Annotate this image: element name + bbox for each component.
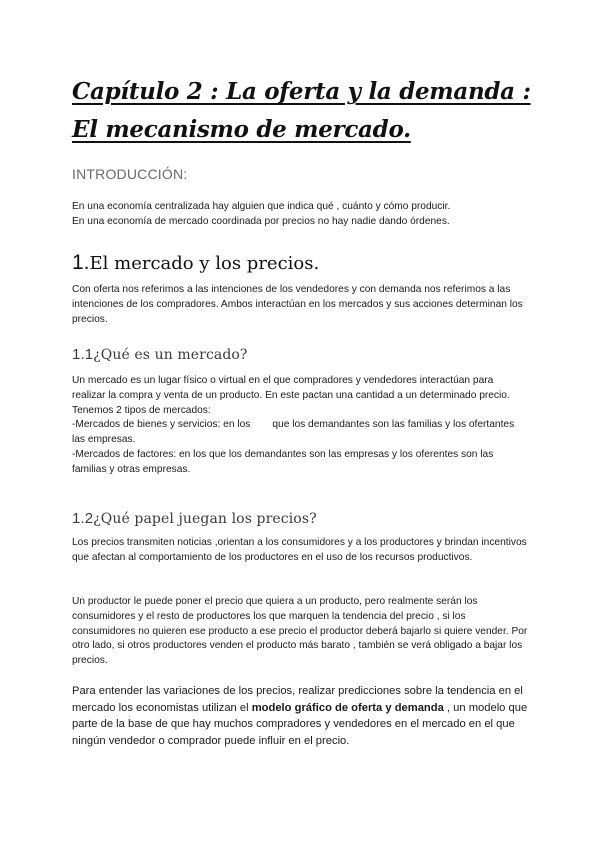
model-text (72, 683, 528, 749)
model-text-bold: modelo gráfico de oferta y demanda (251, 701, 444, 714)
section-1-2-paragraph-2 (72, 595, 528, 669)
market-types-intro: Tenemos 2 tipos de mercados: (72, 404, 211, 416)
section-1-heading (72, 251, 319, 275)
market-type-goods-b: que los demandantes son las familias y los ofertantes las empresas. (72, 419, 515, 446)
model-text-a: Para entender las variaciones de los precios, realizar predicciones sobre la tendencia en el mercado los economistas utilizan el (72, 685, 523, 714)
market-type-goods-a: -Mercados de bienes y servicios: en los (72, 419, 251, 431)
section-1-2-title: ¿Qué papel juegan los precios? (93, 511, 317, 527)
section-1-1-heading (72, 346, 248, 363)
section-1-2-paragraph-1 (72, 536, 528, 566)
section-1-2-number: 1.2 (72, 510, 94, 527)
model-text-b: , un modelo que parte de la base de que hay muchos compradores y vendedores en el mercado en el que ningún vendedor o comprador puede influir en el precio. (72, 701, 528, 747)
producer-price-text: Un productor le puede poner el precio que quiera a un producto, pero realmente serán los consumidores y el resto de productores los que marquen la tendencia del precio , si los consumidores no quieren ese producto a ese precio el productor deberá bajarlo si quiere vender. Por otro lado, si otros productores venden el producto más barato , también se verá obligado a bajar los precios. (72, 596, 528, 667)
intro-line-1: En una economía centralizada hay alguien que indica qué , cuánto y cómo producir. (72, 201, 451, 212)
intro-heading: INTRODUCCIÓN: (72, 166, 188, 182)
section-1-1-number: 1.1 (72, 346, 94, 363)
prices-news-text: Los precios transmiten noticias ,orientan a los consumidores y a los productores y brindan incentivos que afectan al comportamiento de los productores en el uso de los recursos productivos. (72, 537, 527, 563)
section-1-text: Con oferta nos referimos a las intenciones de los vendedores y con demanda nos referimos a las intenciones de los compradores. Ambos interactúan en los mercados y sus acciones determinan los precios. (72, 284, 523, 325)
market-type-goods (72, 418, 528, 448)
intro-text (72, 200, 528, 230)
section-1-2-heading (72, 510, 317, 527)
section-1-1-body (72, 374, 528, 478)
section-1-2-paragraph-3 (72, 683, 528, 749)
section-1-title: El mercado y los precios. (89, 253, 320, 274)
section-1-1-paragraph: Un mercado es un lugar físico o virtual en el que compradores y vendedores interactúan para realizar la compra y venta de un producto. En este pactan una cantidad a un determinado precio. (72, 375, 510, 401)
section-1-number: 1. (72, 251, 90, 274)
intro-line-2: En una economía de mercado coordinada por precios no hay nadie dando órdenes. (72, 215, 450, 227)
market-type-factors: -Mercados de factores: en los que los demandantes son las empresas y los oferentes son las familias y otras empresas. (72, 448, 494, 475)
section-1-1-title: ¿Qué es un mercado? (93, 347, 248, 363)
section-1-paragraph (72, 283, 528, 327)
chapter-title: Capítulo 2 : La oferta y la demanda : El mecanismo de mercado. (72, 78, 531, 143)
